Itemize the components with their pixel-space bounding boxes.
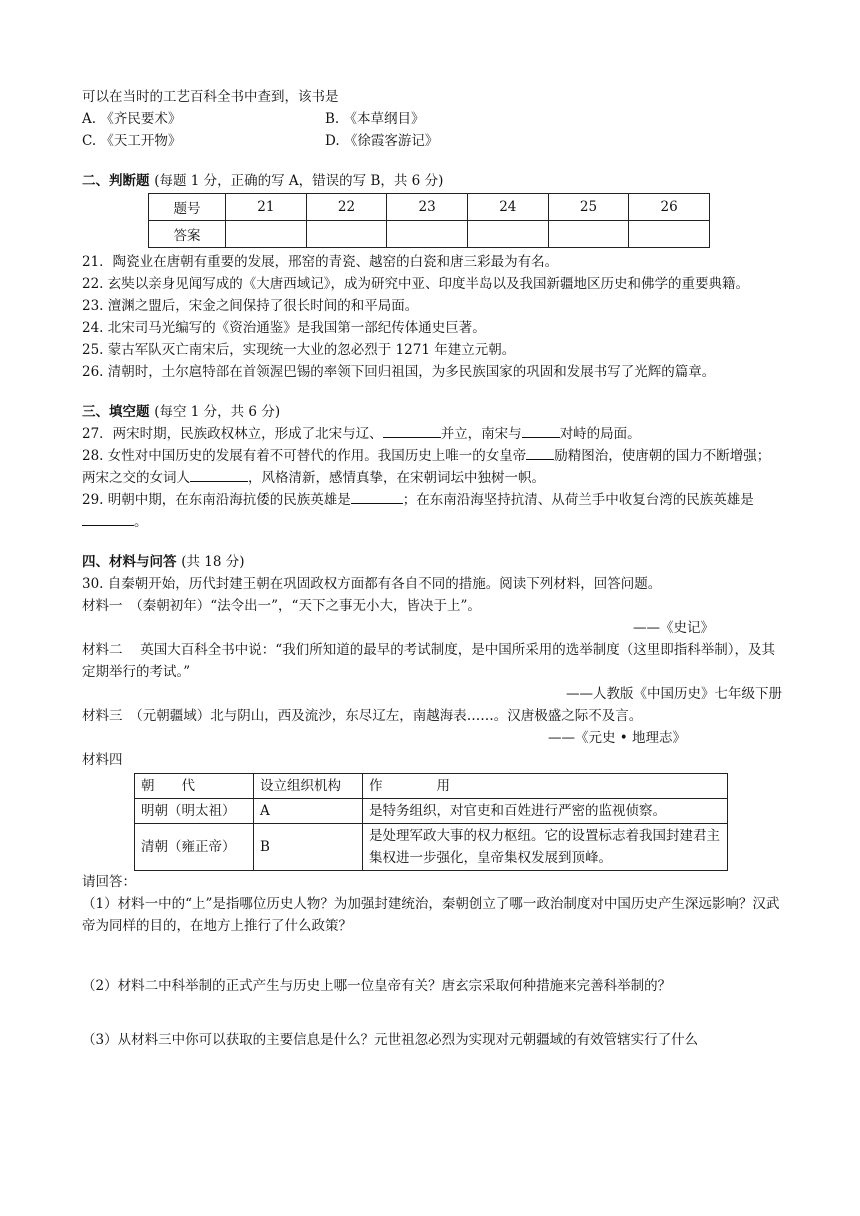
- question-28: [82, 445, 782, 489]
- option-a: A. 《齐民要术》: [82, 111, 182, 127]
- answer-prompt: 请回答：: [82, 874, 136, 890]
- institution-table: [134, 773, 728, 871]
- fill-blank[interactable]: [522, 423, 560, 438]
- material-3: 材料三 （元朝疆域）北与阴山，西及流沙，东尽辽左，南越海表……。汉唐极盛之际不及言。: [82, 708, 643, 724]
- fill-blank[interactable]: [82, 511, 134, 526]
- answer-table-cell: 22: [306, 194, 387, 221]
- material-3-source: ——《元史 • 地理志》: [547, 730, 686, 746]
- section-4-note: (共 18 分): [181, 554, 245, 570]
- question-21: 21．陶瓷业在唐朝有重要的发展，邢窑的青瓷、越窑的白瓷和唐三彩最为有名。: [82, 254, 559, 270]
- question-20-options-row2: [82, 130, 782, 152]
- table-cell: 清朝（雍正帝）: [135, 824, 254, 871]
- question-29-text: 。: [134, 514, 148, 530]
- question-20-stem-tail: 可以在当时的工艺百科全书中查到，该书是: [82, 89, 339, 105]
- question-22: 22. 玄奘以亲身见闻写成的《大唐西域记》，成为研究中亚、印度半岛以及我国新疆地区历史和佛学的重要典籍。: [82, 276, 750, 292]
- fill-blank[interactable]: [383, 423, 441, 438]
- table-cell: A: [254, 799, 363, 824]
- table-cell: B: [254, 824, 363, 871]
- section-2-heading: [82, 170, 782, 192]
- table-row: [135, 824, 728, 871]
- answer-cell-23[interactable]: [387, 221, 468, 248]
- answer-table-answer-row: [149, 221, 710, 248]
- answer-table: [148, 193, 710, 248]
- material-1-source: ——《史记》: [633, 620, 714, 636]
- question-28-text: 励精图治，使唐朝的国力不断增强；两宋之交的女词人: [82, 448, 771, 486]
- sub-question-3: （3）从材料三中你可以获取的主要信息是什么？元世祖忽必烈为实现对元朝疆域的有效管辖实行了什么: [82, 1032, 699, 1048]
- material-1: 材料一 （秦朝初年）“法令出一”，“天下之事无小大，皆决于上”。: [82, 598, 481, 614]
- answer-table-cell: 21: [226, 194, 307, 221]
- question-28-text: ，风格清新，感情真挚，在宋朝词坛中独树一帜。: [248, 470, 545, 486]
- question-26: 26. 清朝时，土尔扈特部在首领渥巴锡的率领下回归祖国，为多民族国家的巩固和发展书写了光辉的篇章。: [82, 364, 716, 380]
- answer-cell-24[interactable]: [467, 221, 548, 248]
- exam-page: [82, 86, 782, 1051]
- section-4-title: 四、材料与问答: [82, 554, 177, 570]
- question-29-text: ；在东南沿海坚持抗清、从荷兰手中收复台湾的民族英雄是: [402, 492, 754, 508]
- section-4-heading: [82, 551, 782, 573]
- fill-blank[interactable]: [526, 445, 554, 460]
- table-header-cell: 设立组织机构: [254, 774, 363, 799]
- question-28-text: 28. 女性对中国历史的发展有着不可替代的作用。我国历史上唯一的女皇帝: [82, 448, 527, 464]
- fill-blank[interactable]: [190, 467, 248, 482]
- question-25: 25. 蒙古军队灭亡南宋后，实现统一大业的忽必烈于 1271 年建立元朝。: [82, 342, 516, 358]
- option-b: B. 《本草纲目》: [325, 111, 425, 127]
- answer-table-cell: 题号: [149, 194, 226, 221]
- answer-table-header-row: [149, 194, 710, 221]
- material-2-source: ——人教版《中国历史》七年级下册: [566, 686, 782, 702]
- answer-table-cell: 23: [387, 194, 468, 221]
- institution-table-header: [135, 774, 728, 799]
- answer-cell-22[interactable]: [306, 221, 387, 248]
- question-29-text: 29. 明朝中期，在东南沿海抗倭的民族英雄是: [82, 492, 351, 508]
- answer-space[interactable]: [82, 997, 782, 1029]
- answer-row-label: 答案: [149, 221, 226, 248]
- question-20-options-row1: [82, 108, 782, 130]
- table-cell: 是特务组织，对官吏和百姓进行严密的监视侦察。: [363, 799, 728, 824]
- question-27-text: 并立，南宋与: [440, 426, 522, 442]
- table-header-cell: 朝 代: [135, 774, 254, 799]
- section-2-title: 二、判断题: [82, 173, 150, 189]
- question-30: 30. 自秦朝开始，历代封建王朝在巩固政权方面都有各自不同的措施。阅读下列材料，回答问题。: [82, 576, 662, 592]
- answer-table-cell: 26: [629, 194, 710, 221]
- table-header-cell: 作 用: [363, 774, 728, 799]
- material-4-label: 材料四: [82, 752, 123, 768]
- answer-cell-26[interactable]: [629, 221, 710, 248]
- answer-table-cell: 24: [467, 194, 548, 221]
- section-3-heading: [82, 401, 782, 423]
- table-cell: 明朝（明太祖）: [135, 799, 254, 824]
- option-c: C. 《天工开物》: [82, 133, 182, 149]
- answer-table-cell: 25: [548, 194, 629, 221]
- section-3-title: 三、填空题: [82, 404, 150, 420]
- table-row: [135, 799, 728, 824]
- answer-space[interactable]: [82, 937, 782, 975]
- section-2-note: (每题 1 分，正确的写 A，错误的写 B，共 6 分): [154, 173, 444, 189]
- question-23: 23. 澶渊之盟后，宋金之间保持了很长时间的和平局面。: [82, 298, 419, 314]
- section-3-note: (每空 1 分，共 6 分): [154, 404, 281, 420]
- sub-question-1: （1）材料一中的“上”是指哪位历史人物？为加强封建统治，秦朝创立了哪一政治制度对中国历史产生深远影响？汉武帝为同样的目的，在地方上推行了什么政策？: [82, 896, 780, 934]
- material-2: 材料二 英国大百科全书中说：“我们所知道的最早的考试制度，是中国所采用的选举制度（这里即指科举制），及其定期举行的考试。”: [82, 642, 775, 680]
- option-d: D. 《徐霞客游记》: [325, 133, 439, 149]
- answer-cell-21[interactable]: [226, 221, 307, 248]
- fill-blank[interactable]: [351, 489, 403, 504]
- question-27: [82, 423, 782, 445]
- question-27-text: 27．两宋时期，民族政权林立，形成了北宋与辽、: [82, 426, 383, 442]
- question-27-text: 对峙的局面。: [559, 426, 641, 442]
- question-29: [82, 489, 782, 533]
- question-24: 24. 北宋司马光编写的《资治通鉴》是我国第一部纪传体通史巨著。: [82, 320, 486, 336]
- sub-question-2: （2）材料二中科举制的正式产生与历史上哪一位皇帝有关？唐玄宗采取何种措施来完善科举制的？: [82, 978, 672, 994]
- table-cell: 是处理军政大事的权力枢纽。它的设置标志着我国封建君主集权进一步强化，皇帝集权发展到顶峰。: [363, 824, 728, 871]
- answer-cell-25[interactable]: [548, 221, 629, 248]
